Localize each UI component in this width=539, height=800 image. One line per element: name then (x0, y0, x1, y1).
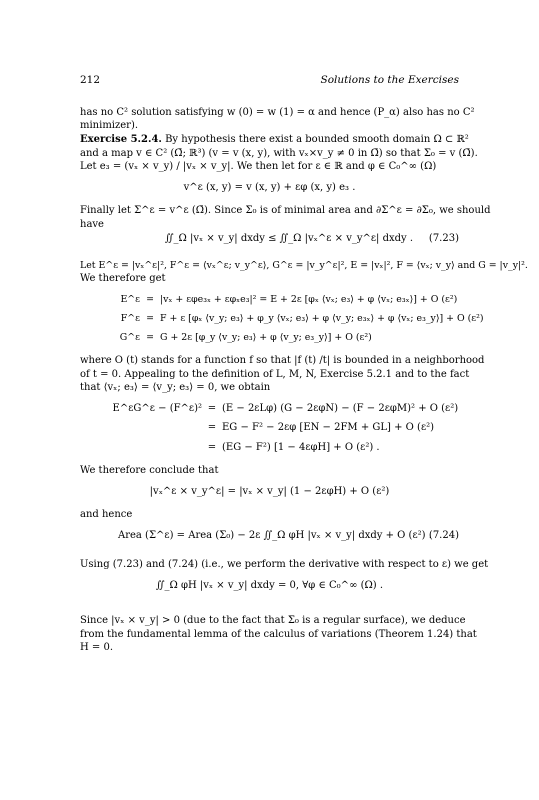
eq-sign: = (146, 313, 154, 324)
eq-sign: = (146, 332, 154, 343)
equation-row-EG-3 (102, 442, 380, 453)
eq-lhs: E^εG^ε − (F^ε)² (112, 403, 202, 414)
paragraph-line: We therefore conclude that (80, 465, 219, 476)
paragraph-line: from the fundamental lemma of the calculus of variations (Theorem 1.24) that (80, 629, 477, 640)
eq-sign: = (207, 422, 217, 433)
equation-norm: |vₓ^ε × v_y^ε| = |vₓ × v_y| (1 − 2εφH) + O (ε²) (149, 486, 390, 497)
eq-rhs: (E − 2εLφ) (G − 2εφN) − (F − 2εφM)² + O (ε²) (222, 403, 459, 414)
paragraph-line: have (80, 219, 104, 230)
eq-rhs: G + 2ε [φ_y ⟨v_y; e₃⟩ + φ ⟨v_y; e₃_y⟩] + O (ε²) (160, 332, 372, 343)
eq-sign: = (207, 403, 217, 414)
paragraph-line: of t = 0. Appealing to the definition of L, M, N, Exercise 5.2.1 and to the fact (80, 369, 470, 380)
eq-sign: = (207, 442, 217, 453)
equation-7-23: ∬_Ω |vₓ × v_y| dxdy ≤ ∬_Ω |vₓ^ε × v_y^ε| dxdy . (165, 233, 414, 244)
exercise-text: By hypothesis there exist a bounded smooth domain Ω ⊂ ℝ² (161, 134, 469, 145)
paragraph-line: Let E^ε = |vₓ^ε|², F^ε = ⟨vₓ^ε; v_y^ε⟩, G^ε = |v_y^ε|², E = |vₓ|², F = ⟨vₓ; v_y⟩ and G = |v_y|². (80, 260, 528, 271)
exercise-label: Exercise 5.2.4. (80, 134, 162, 145)
page-number: 212 (80, 74, 101, 86)
paragraph-line: and a map v ∈ C² (Ω̄; ℝ³) (v = v (x, y), with vₓ×v_y ≠ 0 in Ω̄) so that Σ₀ = v (Ω̄). (80, 148, 478, 159)
paragraph-line: Since |vₓ × v_y| > 0 (due to the fact that Σ₀ is a regular surface), we deduce (80, 615, 466, 626)
equation-row-EG-2 (102, 422, 434, 433)
paragraph-line: Let e₃ = (vₓ × v_y) / |vₓ × v_y|. We then let for ε ∈ ℝ and φ ∈ C₀^∞ (Ω) (80, 161, 437, 172)
paragraph-line: minimizer). (80, 120, 139, 131)
equation-final: ∬_Ω φH |vₓ × v_y| dxdy = 0, ∀φ ∈ C₀^∞ (Ω) . (155, 580, 384, 591)
eq-sign: = (146, 294, 154, 305)
paragraph-line: Using (7.23) and (7.24) (i.e., we perform the derivative with respect to ε) we get (80, 559, 489, 570)
eq-rhs: F + ε [φₓ ⟨v_y; e₃⟩ + φ_y ⟨vₓ; e₃⟩ + φ ⟨v_y; e₃ₓ⟩ + φ ⟨vₓ; e₃_y⟩] + O (ε²) (160, 313, 484, 324)
running-title: Solutions to the Exercises (320, 74, 459, 86)
equation-7-24: Area (Σ^ε) = Area (Σ₀) − 2ε ∬_Ω φH |vₓ × v_y| dxdy + O (ε²) . (118, 530, 432, 541)
equation-row-G (80, 332, 372, 343)
paragraph-line: H = 0. (80, 642, 113, 653)
eq-lhs: G^ε (119, 332, 140, 343)
equation-v-eps: v^ε (x, y) = v (x, y) + εφ (x, y) e₃ . (183, 182, 356, 193)
paragraph-line: Finally let Σ^ε = v^ε (Ω̄). Since Σ₀ is of minimal area and ∂Σ^ε = ∂Σ₀, we should (80, 205, 491, 216)
equation-row-E (80, 294, 457, 305)
paragraph-line: that ⟨vₓ; e₃⟩ = ⟨v_y; e₃⟩ = 0, we obtain (80, 382, 271, 393)
eq-rhs: (EG − F²) [1 − 4εφH] + O (ε²) . (222, 442, 380, 453)
paragraph-line: where O (t) stands for a function f so that |f (t) /t| is bounded in a neighborhood (80, 355, 485, 366)
paragraph-line: We therefore get (80, 273, 166, 284)
exercise-line (80, 133, 469, 146)
eq-lhs: F^ε (120, 313, 140, 324)
equation-number-7-23: (7.23) (428, 233, 459, 244)
equation-number-7-24: (7.24) (428, 530, 459, 541)
paragraph-line: and hence (80, 509, 133, 520)
eq-lhs: E^ε (120, 294, 140, 305)
equation-row-F (80, 313, 484, 324)
eq-rhs: |vₓ + εφe₃ₓ + εφₓe₃|² = E + 2ε [φₓ ⟨vₓ; e₃⟩ + φ ⟨vₓ; e₃ₓ⟩] + O (ε²) (160, 294, 458, 305)
equation-row-EG-1 (102, 403, 458, 414)
eq-rhs: EG − F² − 2εφ [EN − 2FM + GL] + O (ε²) (222, 422, 435, 433)
paragraph-line: has no C² solution satisfying w (0) = w (1) = α and hence (P_α) also has no C² (80, 107, 475, 118)
